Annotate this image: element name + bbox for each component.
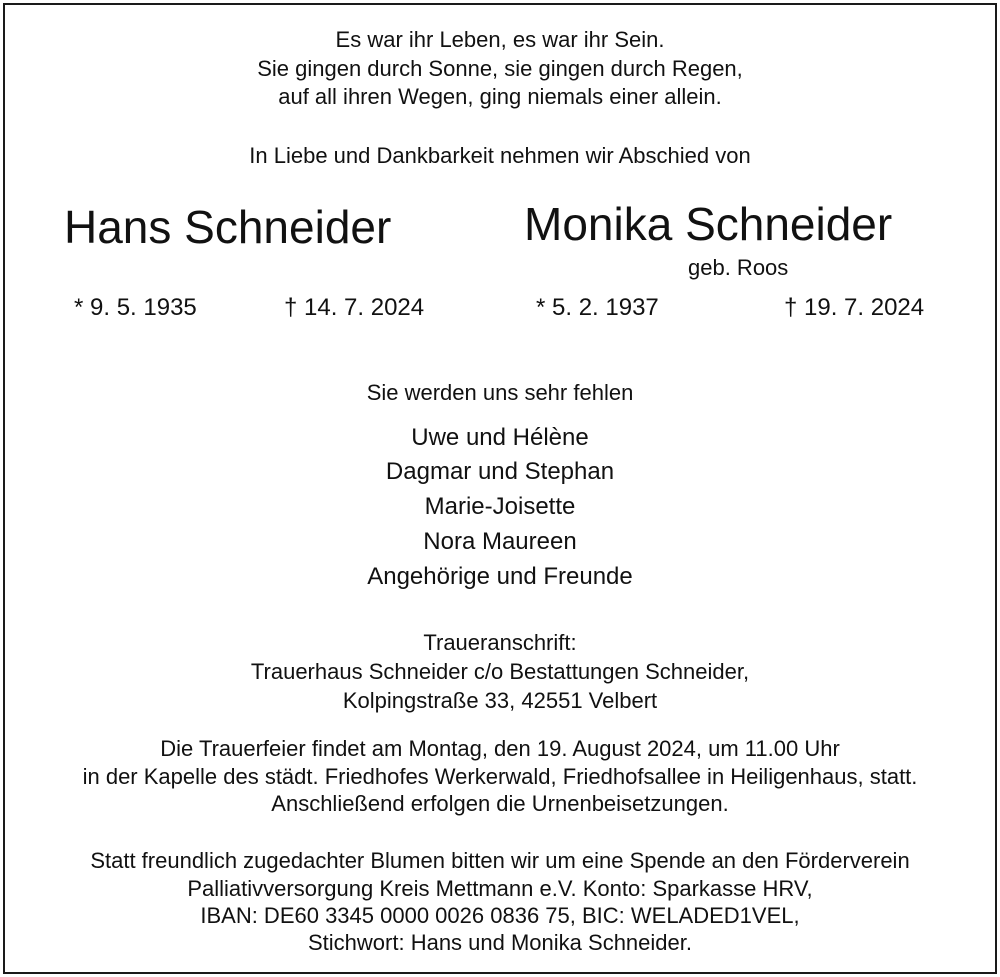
birth-date-hans: * 9. 5. 1935 bbox=[74, 294, 197, 321]
poem-line: auf all ihren Wegen, ging niemals einer allein. bbox=[278, 84, 722, 109]
ceremony-line: Die Trauerfeier findet am Montag, den 19. August 2024, um 11.00 Uhr bbox=[160, 736, 840, 761]
mourner: Uwe und Hélène bbox=[411, 424, 589, 451]
maiden-name: geb. Roos bbox=[688, 255, 789, 280]
address-line: Trauerhaus Schneider c/o Bestattungen Schneider, bbox=[250, 659, 750, 684]
donation-line: Stichwort: Hans und Monika Schneider. bbox=[308, 930, 692, 955]
missed-text: Sie werden uns sehr fehlen bbox=[366, 380, 634, 405]
mourner: Dagmar und Stephan bbox=[385, 458, 615, 485]
death-date-monika: † 19. 7. 2024 bbox=[784, 294, 925, 321]
donation-line: IBAN: DE60 3345 0000 0026 0836 75, BIC: WELADED1VEL, bbox=[200, 903, 800, 928]
name-hans: Hans Schneider bbox=[64, 201, 392, 253]
address-line: Kolpingstraße 33, 42551 Velbert bbox=[342, 688, 658, 713]
ceremony-line: Anschließend erfolgen die Urnenbeisetzungen. bbox=[271, 791, 729, 816]
poem-line: Es war ihr Leben, es war ihr Sein. bbox=[335, 27, 665, 52]
poem-line: Sie gingen durch Sonne, sie gingen durch Regen, bbox=[257, 56, 743, 81]
death-date-hans: † 14. 7. 2024 bbox=[284, 294, 425, 321]
mourner: Nora Maureen bbox=[423, 528, 577, 555]
donation-line: Statt freundlich zugedachter Blumen bitten wir um eine Spende an den Förderverein bbox=[90, 848, 910, 873]
mourner: Angehörige und Freunde bbox=[367, 563, 633, 590]
donation-line: Palliativversorgung Kreis Mettmann e.V. Konto: Sparkasse HRV, bbox=[187, 876, 813, 901]
mourner: Marie-Joisette bbox=[424, 493, 576, 520]
farewell-intro: In Liebe und Dankbarkeit nehmen wir Abschied von bbox=[249, 143, 751, 168]
name-monika: Monika Schneider bbox=[524, 198, 893, 250]
address-line: Traueranschrift: bbox=[423, 630, 577, 655]
ceremony-line: in der Kapelle des städt. Friedhofes Werkerwald, Friedhofsallee in Heiligenhaus, statt. bbox=[82, 764, 918, 789]
birth-date-monika: * 5. 2. 1937 bbox=[536, 294, 659, 321]
